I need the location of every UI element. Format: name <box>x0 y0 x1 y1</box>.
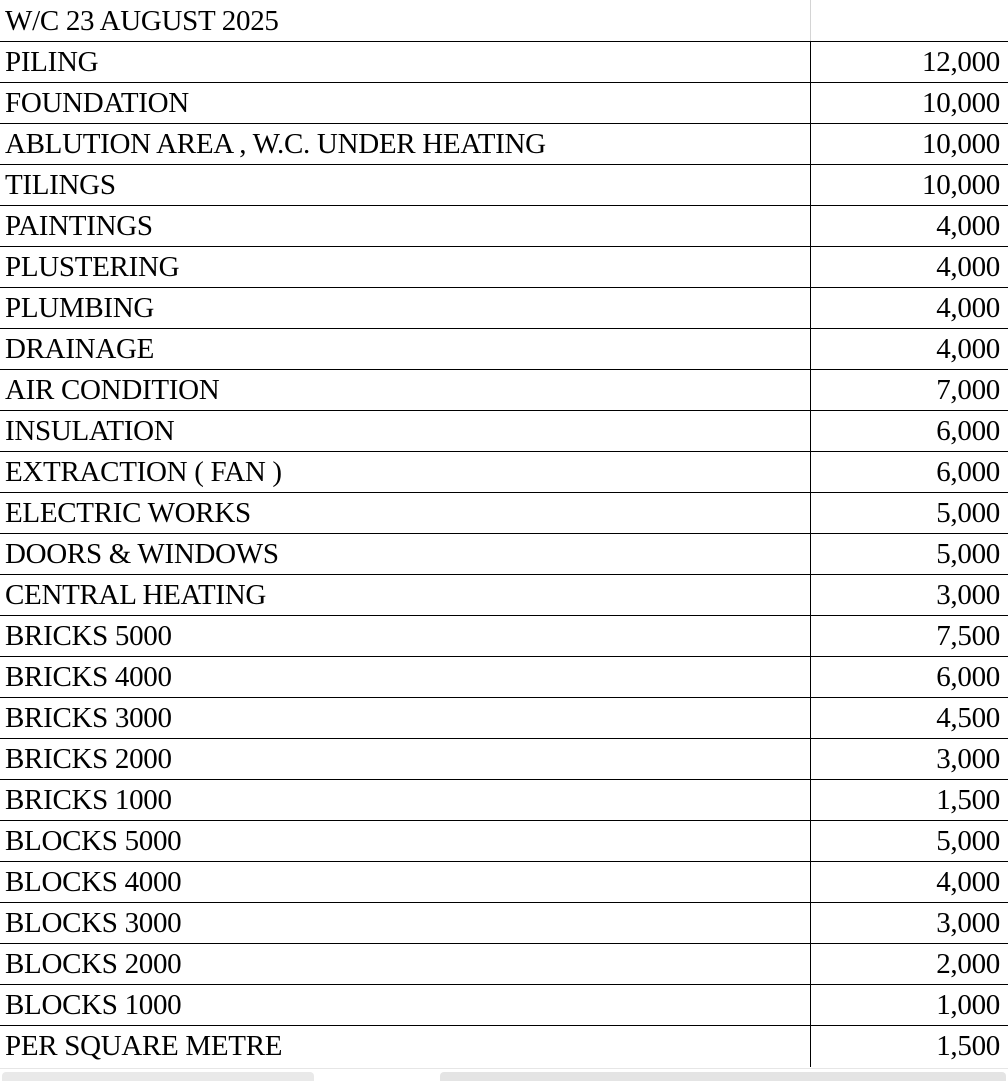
item-cell[interactable]: PER SQUARE METRE <box>0 1026 810 1067</box>
item-cell[interactable]: ABLUTION AREA , W.C. UNDER HEATING <box>0 124 810 165</box>
item-cell[interactable]: BRICKS 5000 <box>0 616 810 657</box>
table-row <box>0 83 1008 124</box>
table-row <box>0 247 1008 288</box>
item-cell[interactable]: DRAINAGE <box>0 329 810 370</box>
item-cell[interactable]: PLUMBING <box>0 288 810 329</box>
amount-cell[interactable]: 10,000 <box>810 83 1008 124</box>
table-row <box>0 288 1008 329</box>
header-row <box>0 0 1008 42</box>
item-cell[interactable]: BRICKS 2000 <box>0 739 810 780</box>
table-row <box>0 739 1008 780</box>
table-row <box>0 452 1008 493</box>
item-cell[interactable]: EXTRACTION ( FAN ) <box>0 452 810 493</box>
item-cell[interactable]: BLOCKS 5000 <box>0 821 810 862</box>
amount-cell[interactable]: 4,000 <box>810 862 1008 903</box>
table-row <box>0 411 1008 452</box>
table-row <box>0 42 1008 83</box>
table-row <box>0 944 1008 985</box>
item-cell[interactable]: DOORS & WINDOWS <box>0 534 810 575</box>
table-row <box>0 780 1008 821</box>
amount-cell[interactable]: 7,000 <box>810 370 1008 411</box>
amount-cell[interactable]: 3,000 <box>810 575 1008 616</box>
header-cell[interactable]: W/C 23 AUGUST 2025 <box>0 0 810 42</box>
amount-cell[interactable]: 5,000 <box>810 534 1008 575</box>
table-row <box>0 206 1008 247</box>
amount-cell[interactable]: 1,500 <box>810 780 1008 821</box>
item-cell[interactable]: BLOCKS 1000 <box>0 985 810 1026</box>
amount-cell[interactable]: 6,000 <box>810 411 1008 452</box>
table-row <box>0 370 1008 411</box>
table-row <box>0 821 1008 862</box>
header-amount-cell[interactable] <box>810 0 1008 42</box>
item-cell[interactable]: BRICKS 1000 <box>0 780 810 821</box>
amount-cell[interactable]: 4,000 <box>810 206 1008 247</box>
table-row <box>0 1026 1008 1067</box>
amount-cell[interactable]: 5,000 <box>810 493 1008 534</box>
table-row <box>0 657 1008 698</box>
table-row <box>0 575 1008 616</box>
amount-cell[interactable]: 12,000 <box>810 42 1008 83</box>
amount-cell[interactable]: 3,000 <box>810 903 1008 944</box>
amount-cell[interactable]: 5,000 <box>810 821 1008 862</box>
table-row <box>0 698 1008 739</box>
table-row <box>0 616 1008 657</box>
horizontal-scrollbar[interactable] <box>0 1068 1008 1081</box>
item-cell[interactable]: INSULATION <box>0 411 810 452</box>
table-row <box>0 165 1008 206</box>
amount-cell[interactable]: 10,000 <box>810 124 1008 165</box>
item-cell[interactable]: BLOCKS 2000 <box>0 944 810 985</box>
item-cell[interactable]: TILINGS <box>0 165 810 206</box>
table-row <box>0 862 1008 903</box>
item-cell[interactable]: BLOCKS 3000 <box>0 903 810 944</box>
amount-cell[interactable]: 2,000 <box>810 944 1008 985</box>
amount-cell[interactable]: 7,500 <box>810 616 1008 657</box>
amount-cell[interactable]: 4,000 <box>810 329 1008 370</box>
amount-cell[interactable]: 1,500 <box>810 1026 1008 1067</box>
table-row <box>0 903 1008 944</box>
table-row <box>0 124 1008 165</box>
table-row <box>0 534 1008 575</box>
table-row <box>0 493 1008 534</box>
amount-cell[interactable]: 10,000 <box>810 165 1008 206</box>
item-cell[interactable]: AIR CONDITION <box>0 370 810 411</box>
item-cell[interactable]: PILING <box>0 42 810 83</box>
item-cell[interactable]: CENTRAL HEATING <box>0 575 810 616</box>
item-cell[interactable]: BLOCKS 4000 <box>0 862 810 903</box>
table-row <box>0 329 1008 370</box>
amount-cell[interactable]: 4,000 <box>810 288 1008 329</box>
item-cell[interactable]: FOUNDATION <box>0 83 810 124</box>
item-cell[interactable]: BRICKS 4000 <box>0 657 810 698</box>
amount-cell[interactable]: 6,000 <box>810 657 1008 698</box>
item-cell[interactable]: ELECTRIC WORKS <box>0 493 810 534</box>
amount-cell[interactable]: 4,000 <box>810 247 1008 288</box>
amount-cell[interactable]: 1,000 <box>810 985 1008 1026</box>
amount-cell[interactable]: 6,000 <box>810 452 1008 493</box>
item-cell[interactable]: PAINTINGS <box>0 206 810 247</box>
item-cell[interactable]: BRICKS 3000 <box>0 698 810 739</box>
table-row <box>0 985 1008 1026</box>
amount-cell[interactable]: 3,000 <box>810 739 1008 780</box>
item-cell[interactable]: PLUSTERING <box>0 247 810 288</box>
amount-cell[interactable]: 4,500 <box>810 698 1008 739</box>
